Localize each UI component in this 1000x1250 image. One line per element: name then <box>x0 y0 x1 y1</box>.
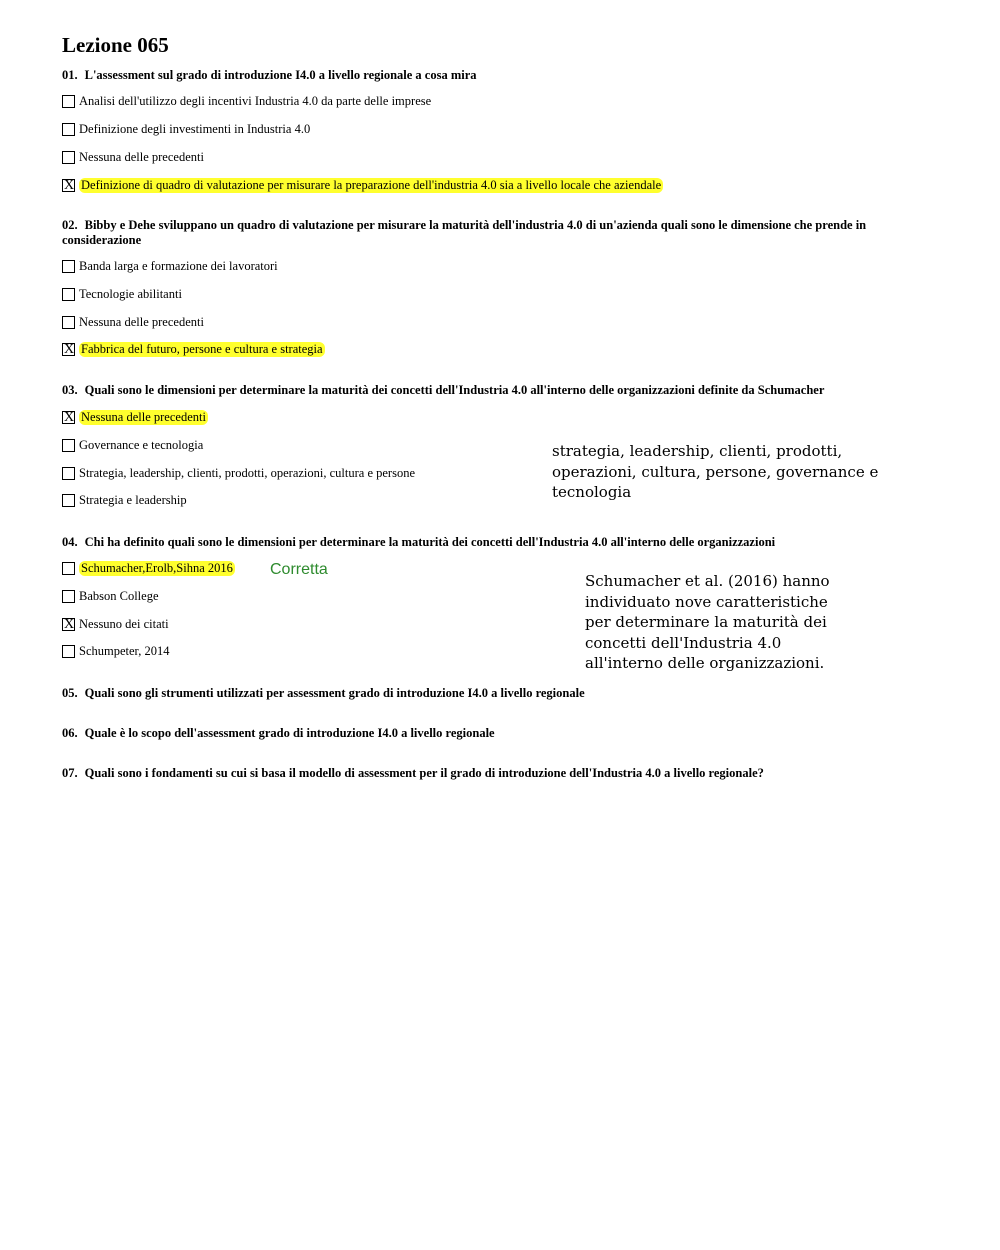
q03-option-2[interactable] <box>62 437 203 454</box>
answer-checkbox-checked[interactable]: X <box>64 410 75 425</box>
option-label: Babson College <box>79 589 159 603</box>
question-text: Quale è lo scopo dell'assessment grado di introduzione I4.0 a livello regionale <box>84 726 495 740</box>
question-text: Bibby e Dehe sviluppano un quadro di valutazione per misurare la maturità dell'industria 4.0 di un'azienda quali sono le dimensione che prende in considerazione <box>62 218 867 247</box>
answer-checkbox[interactable] <box>62 467 75 480</box>
option-label: Analisi dell'utilizzo degli incentivi Industria 4.0 da parte delle imprese <box>79 94 432 108</box>
option-label: Governance e tecnologia <box>79 438 204 452</box>
answer-checkbox[interactable] <box>62 439 75 452</box>
option-label: Definizione degli investimenti in Industria 4.0 <box>79 122 311 136</box>
answer-checkbox[interactable] <box>62 151 75 164</box>
answer-checkbox[interactable] <box>62 123 75 136</box>
answer-checkbox-checked[interactable]: X <box>64 617 75 632</box>
question-number: 01. <box>62 68 78 82</box>
question-number: 03. <box>62 383 78 397</box>
question-text: L'assessment sul grado di introduzione I4.0 a livello regionale a cosa mira <box>84 68 477 82</box>
question-text: Quali sono le dimensioni per determinare la maturità dei concetti dell'Industria 4.0 all'interno delle organizzazioni definite da Schumacher <box>84 383 825 397</box>
question-01 <box>62 68 942 83</box>
answer-checkbox[interactable] <box>62 590 75 603</box>
q04-option-4[interactable] <box>62 643 169 660</box>
option-label: Banda larga e formazione dei lavoratori <box>79 259 278 273</box>
question-text: Quali sono i fondamenti su cui si basa il modello di assessment per il grado di introduzione dell'Industria 4.0 a livello regionale? <box>84 766 764 780</box>
correct-annotation: Corretta <box>270 561 328 578</box>
q04-option-1[interactable] <box>62 560 235 577</box>
option-label: Schumpeter, 2014 <box>79 644 170 658</box>
q03-option-3[interactable] <box>62 465 415 482</box>
q02-option-2[interactable] <box>62 286 182 303</box>
answer-checkbox[interactable] <box>62 260 75 273</box>
q04-option-3[interactable] <box>62 616 169 633</box>
q01-option-2[interactable] <box>62 121 310 138</box>
q02-option-4[interactable] <box>62 341 325 358</box>
question-text: Chi ha definito quali sono le dimensioni per determinare la maturità dei concetti dell'Industria 4.0 all'interno delle organizzazioni <box>84 535 776 549</box>
option-label-highlighted: Nessuna delle precedenti <box>81 410 206 424</box>
answer-checkbox[interactable] <box>62 95 75 108</box>
q03-option-4[interactable] <box>62 492 187 509</box>
option-label: Tecnologie abilitanti <box>79 287 182 301</box>
option-label: Nessuna delle precedenti <box>79 315 204 329</box>
option-label-highlighted: Definizione di quadro di valutazione per misurare la preparazione dell'industria 4.0 sia a livello locale che aziendale <box>81 178 662 192</box>
annotation-note-q04: Schumacher et al. (2016) hanno individuato nove caratteristiche per determinare la maturità dei concetti dell'Industria 4.0 all'interno delle organizzazioni. <box>585 572 830 672</box>
question-06 <box>62 726 942 741</box>
q02-option-3[interactable] <box>62 314 204 331</box>
question-07 <box>62 766 942 781</box>
answer-checkbox[interactable] <box>62 288 75 301</box>
question-text: Quali sono gli strumenti utilizzati per assessment grado di introduzione I4.0 a livello regionale <box>84 686 585 700</box>
question-number: 07. <box>62 766 78 780</box>
option-label-highlighted: Fabbrica del futuro, persone e cultura e strategia <box>81 342 323 356</box>
page-title: Lezione 065 <box>62 33 169 57</box>
question-05 <box>62 686 942 701</box>
question-03 <box>62 383 942 398</box>
q04-option-2[interactable] <box>62 588 159 605</box>
q02-option-1[interactable] <box>62 258 278 275</box>
question-02 <box>62 218 942 248</box>
question-04 <box>62 535 942 550</box>
q01-option-3[interactable] <box>62 149 204 166</box>
answer-checkbox[interactable] <box>62 562 75 575</box>
answer-checkbox[interactable] <box>62 316 75 329</box>
answer-checkbox-checked[interactable]: X <box>64 178 75 193</box>
question-number: 05. <box>62 686 78 700</box>
option-label: Strategia e leadership <box>79 493 187 507</box>
answer-checkbox[interactable] <box>62 494 75 507</box>
option-label-highlighted: Schumacher,Erolb,Sihna 2016 <box>81 561 233 575</box>
option-label: Nessuno dei citati <box>79 617 169 631</box>
question-number: 06. <box>62 726 78 740</box>
option-label: Strategia, leadership, clienti, prodotti, operazioni, cultura e persone <box>79 466 415 480</box>
answer-checkbox[interactable] <box>62 645 75 658</box>
answer-checkbox-checked[interactable]: X <box>64 342 75 357</box>
option-label: Nessuna delle precedenti <box>79 150 204 164</box>
q01-option-4[interactable] <box>62 177 663 194</box>
annotation-note-q03: strategia, leadership, clienti, prodotti, operazioni, cultura, persone, governance e tecnologia <box>552 442 879 501</box>
question-number: 04. <box>62 535 78 549</box>
q01-option-1[interactable] <box>62 93 431 110</box>
question-number: 02. <box>62 218 78 232</box>
q03-option-1[interactable] <box>62 409 208 426</box>
